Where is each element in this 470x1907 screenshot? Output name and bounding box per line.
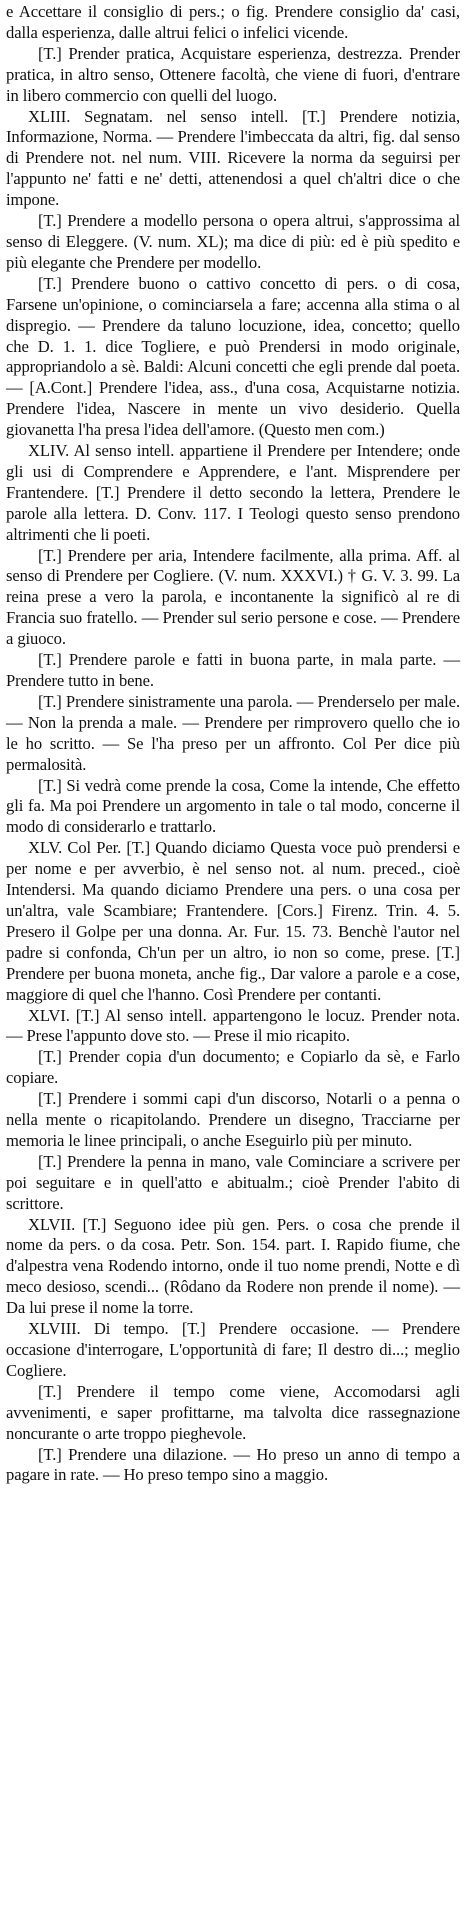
section-heading-paragraph: XLVIII. Di tempo. [T.] Prendere occasione. — Prendere occasione d'interrogare, L'opportunità di fare; Il destro di...; meglio Cogliere.	[6, 1319, 460, 1380]
entry-paragraph: [T.] Prendere buono o cattivo concetto di pers. o di cosa, Farsene un'opinione, o cominciarsela a fare; accenna alla stima o al dispregio. — Prendere da taluno locuzione, idea, concetto; quello che D. 1. 1. dice Togliere, e può Prendersi in modo originale, appropriandolo a sè. Baldi: Alcuni concetti che egli prende dal poeta. — [A.Cont.] Prendere l'idea, ass., d'una cosa, Acquistarne notizia. Prendere l'idea, Nascere in mente un vivo desiderio. Quella giovanetta l'ha presa l'idea dell'amore. (Questo men com.)	[6, 273, 460, 440]
entry-paragraph: [T.] Prendere sinistramente una parola. — Prenderselo per male. — Non la prenda a male. — Prendere per rimprovero quello che io le ho scritto. — Se l'ha preso per un affronto. Col Per dice più permalosità.	[6, 691, 460, 774]
entry-paragraph: [T.] Si vedrà come prende la cosa, Come la intende, Che effetto gli fa. Ma poi Prendere un argomento in tale o tal modo, concerne il modo di considerarlo e trattarlo.	[6, 775, 460, 837]
entry-paragraph: [T.] Prendere parole e fatti in buona parte, in mala parte. — Prendere tutto in bene.	[6, 650, 460, 690]
section-heading-paragraph: XLV. Col Per. [T.] Quando diciamo Questa voce può prendersi e per nome e per avverbio, è nel senso not. al num. preced., cioè Intendersi. Ma quando diciamo Prendere una pers. o una cosa per un'altra, vale Scambiare; Frantendere. [Cors.] Firenz. Trin. 4. 5. Presero il Golpe per una donna. Ar. Fur. 15. 73. Benchè l'autor nel padre si confonda, Ch'un per un altro, io non so come, prese. [T.] Prendere per buona moneta, anche fig., Dar valore a parole e a cose, maggiore di quel che l'hanno. Così Prendere per contanti.	[6, 838, 460, 1004]
entry-paragraph: [T.] Prendere i sommi capi d'un discorso, Notarli o a penna o nella mente o ricapitolando. Prendere un disegno, Tracciarne per memoria le linee principali, o anche Eseguirlo più per minuto.	[6, 1089, 460, 1150]
entry-paragraph: [T.] Prendere il tempo come viene, Accomodarsi agli avvenimenti, e saper profittarne, ma talvolta dice rassegnazione noncurante o arte troppo pieghevole.	[6, 1381, 460, 1443]
entry-paragraph: [T.] Prendere una dilazione. — Ho preso un anno di tempo a pagare in rate. — Ho preso tempo sino a maggio.	[6, 1444, 460, 1485]
entry-paragraph: [T.] Prender copia d'un documento; e Copiarlo da sè, e Farlo copiare.	[6, 1047, 460, 1088]
entry-paragraph: [T.] Prendere a modello persona o opera altrui, s'approssima al senso di Eleggere. (V. num. XL); ma dice di più: ed è più spedito e più elegante che Prendere per modello.	[6, 211, 460, 272]
entry-paragraph: [T.] Prendere per aria, Intendere facilmente, alla prima. Aff. al senso di Prendere per Cogliere. (V. num. XXXVI.) † G. V. 3. 99. La reina prese a vero la parola, e incontanente la significò al re di Francia suo fratello. — Prender sul serio persone e cose. — Prendere a giuoco.	[6, 545, 460, 649]
section-heading-paragraph: XLVI. [T.] Al senso intell. appartengono le locuz. Prender nota. — Prese l'appunto dove sto. — Prese il mio ricapito.	[6, 1005, 460, 1046]
entry-paragraph: [T.] Prendere la penna in mano, vale Cominciare a scrivere per poi seguitare e in quell'atto e abitualm.; cioè Prender l'abito di scrittore.	[6, 1151, 460, 1213]
entry-paragraph: [T.] Prender pratica, Acquistare esperienza, destrezza. Prender pratica, in altro senso, Ottenere facoltà, che viene di fuori, d'entrare in libero commercio con quelli del luogo.	[6, 43, 460, 105]
section-heading-paragraph: XLVII. [T.] Seguono idee più gen. Pers. o cosa che prende il nome da pers. o da cosa. Petr. Son. 154. part. I. Rapido fiume, che d'alpestra vena Rodendo intorno, onde il tuo nome prendi, Notte e dì meco desioso, scendi... (Rôdano da Rodere non prende il nome). — Da lui prese il nome la torre.	[6, 1214, 460, 1318]
section-heading-paragraph: XLIV. Al senso intell. appartiene il Prendere per Intendere; onde gli usi di Comprendere e Apprendere, e l'ant. Misprendere per Frantendere. [T.] Prendere il detto secondo la lettera, Prendere le parole alla lettera. D. Conv. 117. I Teologi questo senso prendono altrimenti che li poeti.	[6, 441, 460, 544]
section-heading-paragraph: XLIII. Segnatam. nel senso intell. [T.] Prendere notizia, Informazione, Norma. — Prendere l'imbeccata da altri, fig. dal senso di Prendere not. nel num. VIII. Ricevere la norma da seguirsi per l'appunto ne' fatti e ne' detti, attenendosi a quel ch'altri dice o che impone.	[6, 106, 460, 210]
entry-paragraph: e Accettare il consiglio di pers.; o fig. Prendere consiglio da' casi, dalla esperienza, dalle altrui felici o infelici vicende.	[6, 2, 460, 42]
